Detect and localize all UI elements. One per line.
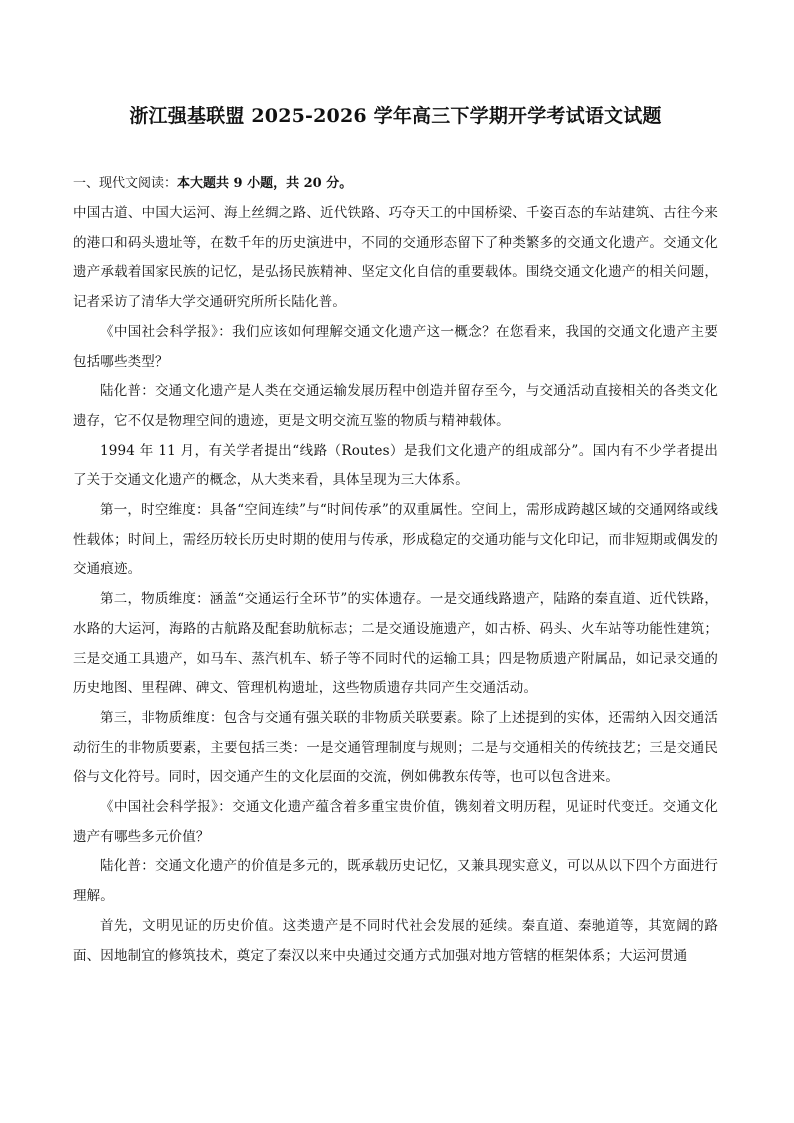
- answer-paragraph-first: 第一，时空维度：具备“空间连续”与“时间传承”的双重属性。空间上，需形成跨越区域的交通网络或线性载体；时间上，需经历较长历史时期的使用与传承，形成稳定的交通功能与文化印记，而非短期或偶发的交通痕迹。: [73, 502, 718, 578]
- interview-question-1: 《中国社会科学报》：我们应该如何理解交通文化遗产这一概念？在您看来，我国的交通文化遗产主要包括哪些类型？: [73, 323, 718, 370]
- section-heading-prefix: 一、现代文阅读：: [73, 176, 178, 191]
- interview-answer-1: 陆化普：交通文化遗产是人类在交通运输发展历程中创造并留存至今，与交通活动直接相关的各类文化遗存，它不仅是物理空间的遗迹，更是文明交流互鉴的物质与精神载体。: [73, 383, 718, 429]
- answer-paragraph-history: 1994 年 11 月，有关学者提出“线路（Routes）是我们文化遗产的组成部分”。国内有不少学者提出了关于交通文化遗产的概念，从大类来看，具体呈现为三大体系。: [73, 442, 718, 489]
- interview-answer-2: 陆化普：交通文化遗产的价值是多元的，既承载历史记忆，又兼具现实意义，可以从以下四个方面进行理解。: [73, 858, 718, 905]
- answer-paragraph-second: 第二，物质维度：涵盖“交通运行全环节”的实体遗存。一是交通线路遗产，陆路的秦直道、近代铁路，水路的大运河，海路的古航路及配套助航标志；二是交通设施遗产，如古桥、码头、火车站等功能性建筑；三是交通工具遗产，如马车、蒸汽机车、轿子等不同时代的运输工具；四是物质遗产附属品，如记录交通的历史地图、里程碑、碑文、管理机构遗址，这些物质遗存共同产生交通活动。: [73, 591, 718, 697]
- answer-paragraph-value-first: 首先，文明见证的历史价值。这类遗产是不同时代社会发展的延续。秦直道、秦驰道等，其宽阔的路面、因地制宜的修筑技术，奠定了秦汉以来中央通过交通方式加强对地方管辖的框架体系；大运河贯通: [73, 917, 718, 964]
- answer-paragraph-third: 第三，非物质维度：包含与交通有强关联的非物质关联要素。除了上述提到的实体，还需纳入因交通活动衍生的非物质要素，主要包括三类：一是交通管理制度与规则；二是与交通相关的传统技艺；三是交通民俗与文化符号。同时，因交通产生的文化层面的交流，例如佛教东传等，也可以包含进来。: [73, 709, 718, 786]
- section-heading: [73, 174, 718, 194]
- section-heading-detail: 本大题共 9 小题，共 20 分。: [177, 176, 353, 191]
- interview-question-2: 《中国社会科学报》：交通文化遗产蕴含着多重宝贵价值，镌刻着文明历程，见证时代变迁。交通文化遗产有哪些多元价值？: [73, 799, 718, 845]
- document-title: 浙江强基联盟 2025-2026 学年高三下学期开学考试语文试题: [129, 105, 662, 127]
- intro-paragraph: 中国古道、中国大运河、海上丝绸之路、近代铁路、巧夺天工的中国桥梁、千姿百态的车站建筑、古往今来的港口和码头遗址等，在数千年的历史演进中，不同的交通形态留下了种类繁多的交通文化遗产。交通文化遗产承载着国家民族的记忆，是弘扬民族精神、坚定文化自信的重要载体。围绕交通文化遗产的相关问题，记者采访了清华大学交通研究所所长陆化普。: [73, 205, 718, 311]
